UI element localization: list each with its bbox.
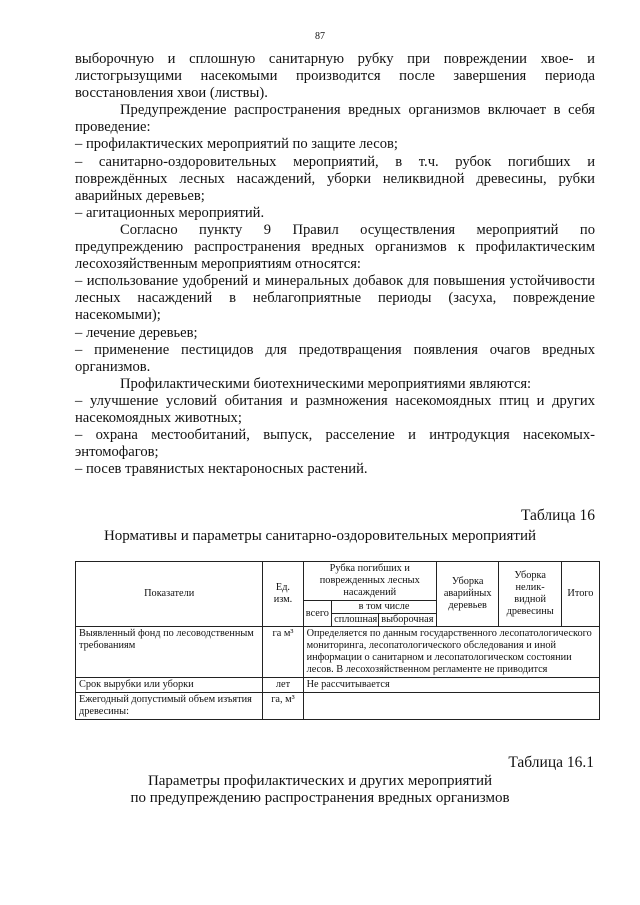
table-16-number: Таблица 16 xyxy=(520,507,595,524)
table-row xyxy=(76,693,600,720)
row-indicator: Ежегодный допустимый объем изъятия древесины: xyxy=(76,693,263,720)
page-number: 87 xyxy=(315,31,325,42)
header-selective: выборочная xyxy=(378,614,436,627)
paragraph: – применение пестицидов для предотвращения появления очагов вредных организмов. xyxy=(75,341,595,375)
paragraph: Профилактическими биотехническими мероприятиями являются: xyxy=(120,375,532,392)
paragraph: – профилактических мероприятий по защите лесов; xyxy=(75,136,398,153)
paragraph: – охрана местообитаний, выпуск, расселение и интродукция насекомых-энтомофагов; xyxy=(75,427,595,461)
paragraph: – агитационных мероприятий. xyxy=(75,204,265,221)
paragraph: – использование удобрений и минеральных добавок для повышения устойчивости лесных насаждений в неблагоприятные периоды (засуха, повреждение насекомыми); xyxy=(75,273,595,324)
paragraph: – санитарно-оздоровительных мероприятий, в т.ч. рубок погибших и повреждённых лесных насаждений, уборки неликвидной древесины, рубки аварийных деревьев; xyxy=(75,153,595,204)
header-including: в том числе xyxy=(332,601,437,614)
row-unit: га, м³ xyxy=(263,693,303,720)
norms-table xyxy=(75,561,600,720)
row-value: Не рассчитывается xyxy=(303,678,599,693)
row-value: Определяется по данным государственного лесопатологического мониторинга, лесопатологического обследования и иной информации о санитарном и лесопатологическом состоянии лесов. В лесохозяйственном регламенте не приводится xyxy=(303,627,599,678)
row-unit: лет xyxy=(263,678,303,693)
header-felling: Рубка погибших и поврежденных лесных насаждений xyxy=(303,562,436,601)
table-16-1-number: Таблица 16.1 xyxy=(508,754,594,771)
body-text xyxy=(75,51,595,478)
paragraph: – улучшение условий обитания и размножения насекомоядных птиц и других насекомоядных животных; xyxy=(75,392,595,426)
table-row xyxy=(76,627,600,678)
paragraph: – посев травянистых нектароносных растений. xyxy=(75,461,368,478)
row-unit: га м³ xyxy=(263,627,303,678)
paragraph: Предупреждение распространения вредных организмов включает в себя проведение: xyxy=(75,102,595,136)
table-16-1-title xyxy=(0,773,640,807)
header-total: Итого xyxy=(561,562,599,627)
row-indicator: Срок вырубки или уборки xyxy=(76,678,263,693)
header-indicators: Показатели xyxy=(76,562,263,627)
table-row xyxy=(76,678,600,693)
header-all: всего xyxy=(303,601,332,627)
header-unit: Ед. изм. xyxy=(263,562,303,627)
header-emergency-trees: Уборка аварийных деревьев xyxy=(436,562,498,627)
table-16-title: Нормативы и параметры санитарно-оздоровительных мероприятий xyxy=(103,528,537,544)
paragraph: – лечение деревьев; xyxy=(75,324,198,341)
row-indicator: Выявленный фонд по лесоводственным требованиям xyxy=(76,627,263,678)
table-16-1-title-line2: по предупреждению распространения вредных организмов xyxy=(130,790,510,806)
header-illiquid-wood: Уборка нелик-видной древесины xyxy=(499,562,561,627)
table-16-1-title-line1: Параметры профилактических и других мероприятий xyxy=(147,773,493,789)
row-value xyxy=(303,693,599,720)
paragraph: Согласно пункту 9 Правил осуществления мероприятий по предупреждению распространения вредных организмов к профилактическим лесохозяйственным мероприятиям относятся: xyxy=(75,221,595,273)
header-clear: сплошная xyxy=(332,614,379,627)
paragraph: выборочную и сплошную санитарную рубку при повреждении хвое- и листогрызущими насекомыми производится после завершения периода восстановления хвои (листвы). xyxy=(75,51,595,102)
